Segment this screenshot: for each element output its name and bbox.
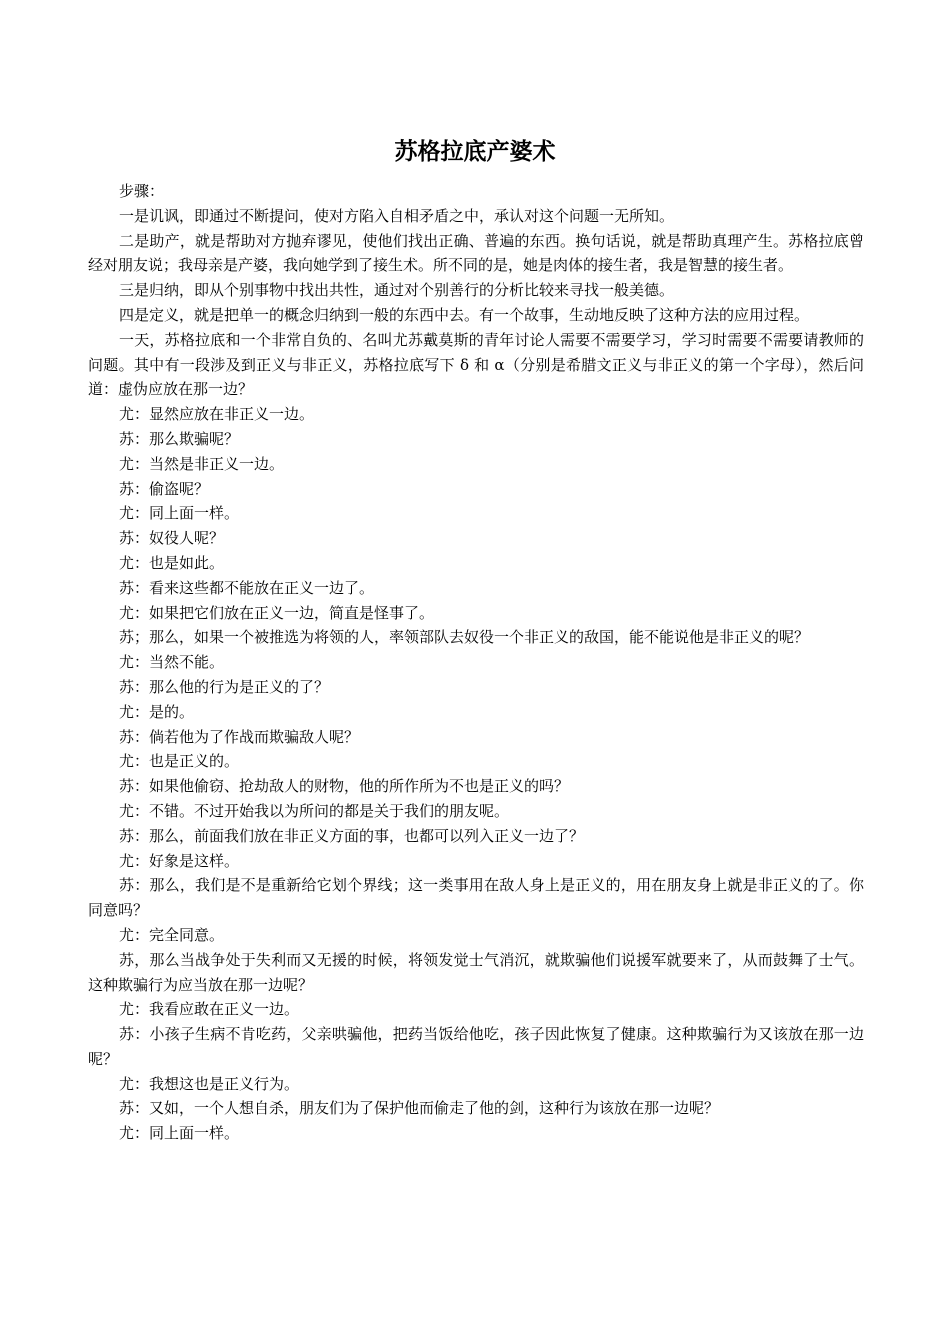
- dialogue-line: 尤：当然不能。: [119, 653, 225, 672]
- paragraph-story-intro: 一天，苏格拉底和一个非常自负的、名叫尤苏戴莫斯的青年讨论人需要不需要学习，学习时需要不需要请教师的问题。其中有一段涉及到正义与非正义，苏格拉底写下 δ 和 α（分别是希腊文正义与非正义的第一个字母），然后问道：虚伪应放在那一边？: [88, 330, 864, 399]
- dialogue-line: 苏：小孩子生病不肯吃药，父亲哄骗他，把药当饭给他吃，孩子因此恢复了健康。这种欺骗行为又该放在那一边呢？: [88, 1025, 864, 1068]
- paragraph-step-midwifery: 二是助产，就是帮助对方抛弃谬见，使他们找出正确、普遍的东西。换句话说，就是帮助真理产生。苏格拉底曾经对朋友说；我母亲是产婆，我向她学到了接生术。所不同的是，她是肉体的接生者，我是智慧的接生者。: [88, 231, 864, 275]
- dialogue-line: 苏：偷盗呢？: [119, 479, 210, 498]
- dialogue-line: 尤：是的。: [119, 702, 195, 721]
- dialogue-line: 尤：好象是这样。: [119, 851, 240, 870]
- document-title: 苏格拉底产婆术: [394, 139, 556, 165]
- dialogue-line: 尤：如果把它们放在正义一边，简直是怪事了。: [119, 603, 435, 622]
- dialogue-line: 苏：如果他偷窃、抢劫敌人的财物，他的所作所为不也是正义的吗？: [119, 777, 570, 796]
- dialogue-line: 苏：那么他的行为是正义的了？: [119, 677, 330, 696]
- dialogue-line: 苏：那么，我们是不是重新给它划个界线；这一类事用在敌人身上是正义的，用在朋友身上就是非正义的了。你同意吗？: [88, 876, 864, 920]
- dialogue-line: 尤：也是正义的。: [119, 752, 240, 771]
- dialogue-line: 尤：我想这也是正义行为。: [119, 1074, 300, 1093]
- dialogue-line: 苏：又如，一个人想自杀，朋友们为了保护他而偷走了他的剑，这种行为该放在那一边呢？: [119, 1099, 720, 1118]
- dialogue-line: 苏：那么，前面我们放在非正义方面的事，也都可以列入正义一边了？: [119, 826, 585, 845]
- dialogue-line: 苏；那么，如果一个被推选为将领的人，率领部队去奴役一个非正义的敌国，能不能说他是非正义的呢？: [119, 628, 810, 647]
- dialogue-line: 苏：倘若他为了作战而欺骗敌人呢？: [119, 727, 360, 746]
- dialogue-line: 尤：不错。不过开始我以为所问的都是关于我们的朋友呢。: [119, 801, 510, 820]
- dialogue-line: 尤：显然应放在非正义一边。: [119, 405, 315, 424]
- dialogue-line: 尤：当然是非正义一边。: [119, 454, 285, 473]
- dialogue-line: 尤：同上面一样。: [119, 504, 240, 523]
- dialogue-line: 尤：我看应敢在正义一边。: [119, 1000, 300, 1019]
- paragraph-step-definition: 四是定义，就是把单一的概念归纳到一般的东西中去。有一个故事，生动地反映了这种方法的应用过程。: [119, 305, 810, 324]
- dialogue-line: 尤：完全同意。: [119, 925, 225, 944]
- paragraph-steps-heading: 步骤：: [119, 182, 165, 200]
- dialogue-line: 尤：同上面一样。: [119, 1124, 240, 1143]
- paragraph-step-irony: 一是讥讽，即通过不断提问，使对方陷入自相矛盾之中，承认对这个问题一无所知。: [119, 206, 675, 225]
- dialogue-line: 苏：奴役人呢？: [119, 529, 225, 548]
- document-body: [88, 179, 864, 1146]
- paragraph-step-induction: 三是归纳，即从个别事物中找出共性，通过对个别善行的分析比较来寻找一般美德。: [119, 281, 675, 300]
- dialogue-line: 苏：看来这些都不能放在正义一边了。: [119, 578, 375, 597]
- dialogue-line: 苏，那么当战争处于失利而又无援的时候，将领发觉士气消沉，就欺骗他们说援军就要来了，从而鼓舞了士气。这种欺骗行为应当放在那一边呢？: [88, 950, 864, 994]
- dialogue-line: 尤：也是如此。: [119, 553, 225, 572]
- dialogue-line: 苏：那么欺骗呢？: [119, 429, 240, 448]
